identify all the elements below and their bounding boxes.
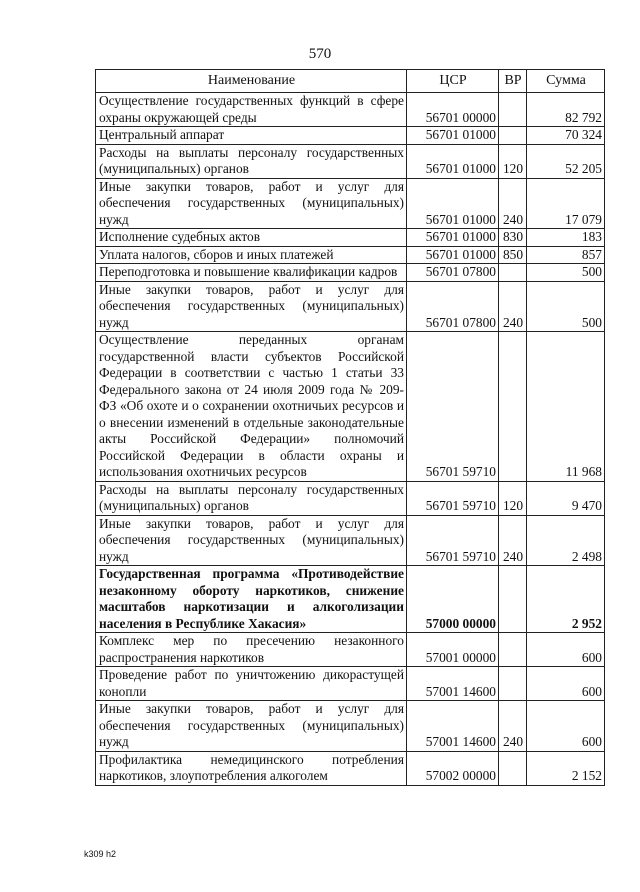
header-vr: ВР: [499, 70, 527, 93]
cell-vr: [499, 127, 527, 145]
cell-name: Расходы на выплаты персоналу государственных (муниципальных) органов: [96, 481, 407, 515]
cell-name: Иные закупки товаров, работ и услуг для обеспечения государственных (муниципальных) нужд: [96, 701, 407, 752]
cell-name: Иные закупки товаров, работ и услуг для обеспечения государственных (муниципальных) нужд: [96, 281, 407, 332]
cell-name: Иные закупки товаров, работ и услуг для обеспечения государственных (муниципальных) нужд: [96, 178, 407, 229]
header-sum: Сумма: [527, 70, 605, 93]
cell-sum: 11 968: [527, 332, 605, 482]
cell-sum: 600: [527, 667, 605, 701]
cell-vr: 120: [499, 144, 527, 178]
table-row: [96, 751, 605, 785]
table-row: [96, 229, 605, 247]
cell-name: Проведение работ по уничтожению дикорастущей конопли: [96, 667, 407, 701]
cell-vr: [499, 751, 527, 785]
cell-name: Профилактика немедицинского потребления наркотиков, злоупотребления алкоголем: [96, 751, 407, 785]
page-number: 570: [308, 46, 332, 62]
cell-vr: 240: [499, 515, 527, 566]
cell-vr: 830: [499, 229, 527, 247]
cell-sum: 82 792: [527, 93, 605, 127]
cell-name: Осуществление государственных функций в сфере охраны окружающей среды: [96, 93, 407, 127]
cell-vr: [499, 566, 527, 633]
table-row: [96, 667, 605, 701]
cell-name: Уплата налогов, сборов и иных платежей: [96, 246, 407, 264]
cell-name: Центральный аппарат: [96, 127, 407, 145]
table-header-row: [96, 70, 605, 93]
cell-csr: 56701 01000: [407, 246, 499, 264]
table-row: [96, 281, 605, 332]
cell-vr: 240: [499, 178, 527, 229]
cell-name: Исполнение судебных актов: [96, 229, 407, 247]
cell-vr: [499, 633, 527, 667]
cell-name: Комплекс мер по пресечению незаконного распространения наркотиков: [96, 633, 407, 667]
table-row: [96, 144, 605, 178]
cell-sum: 600: [527, 633, 605, 667]
cell-csr: 57001 14600: [407, 667, 499, 701]
cell-csr: 56701 01000: [407, 144, 499, 178]
cell-vr: [499, 667, 527, 701]
cell-sum: 70 324: [527, 127, 605, 145]
cell-vr: 240: [499, 281, 527, 332]
cell-vr: 120: [499, 481, 527, 515]
cell-csr: 56701 01000: [407, 229, 499, 247]
cell-vr: 850: [499, 246, 527, 264]
budget-table: [95, 69, 605, 786]
cell-vr: [499, 93, 527, 127]
header-name: Наименование: [96, 70, 407, 93]
footer-code: k309 h2: [84, 849, 117, 859]
cell-csr: 56701 00000: [407, 93, 499, 127]
cell-name: Переподготовка и повышение квалификации кадров: [96, 264, 407, 282]
cell-sum: 17 079: [527, 178, 605, 229]
cell-csr: 56701 59710: [407, 515, 499, 566]
cell-sum: 183: [527, 229, 605, 247]
cell-sum: 857: [527, 246, 605, 264]
cell-sum: 2 498: [527, 515, 605, 566]
table-row: [96, 481, 605, 515]
cell-name: Осуществление переданных органам государственной власти субъектов Российской Федерации в соответствии с частью 1 статьи 33 Федерального закона от 24 июля 2009 года № 209-ФЗ «Об охоте и о сохранении охотничьих ресурсов и о внесении изменений в отдельные законодательные акты Российской Федерации» полномочий Российской Федерации в области охраны и использования охотничьих ресурсов: [96, 332, 407, 482]
cell-csr: 56701 59710: [407, 481, 499, 515]
cell-sum: 9 470: [527, 481, 605, 515]
cell-sum: 2 152: [527, 751, 605, 785]
cell-vr: 240: [499, 701, 527, 752]
table-row: [96, 332, 605, 482]
cell-sum: 600: [527, 701, 605, 752]
cell-csr: 57000 00000: [407, 566, 499, 633]
table-row: [96, 701, 605, 752]
cell-sum: 500: [527, 281, 605, 332]
cell-csr: 57001 14600: [407, 701, 499, 752]
cell-name: Иные закупки товаров, работ и услуг для обеспечения государственных (муниципальных) нужд: [96, 515, 407, 566]
cell-sum: 52 205: [527, 144, 605, 178]
cell-sum: 2 952: [527, 566, 605, 633]
table-row: [96, 246, 605, 264]
cell-csr: 56701 01000: [407, 178, 499, 229]
cell-vr: [499, 332, 527, 482]
cell-sum: 500: [527, 264, 605, 282]
cell-name: Расходы на выплаты персоналу государственных (муниципальных) органов: [96, 144, 407, 178]
cell-csr: 56701 59710: [407, 332, 499, 482]
cell-csr: 57002 00000: [407, 751, 499, 785]
cell-csr: 56701 07800: [407, 281, 499, 332]
cell-name: Государственная программа «Противодействие незаконному обороту наркотиков, снижение масштабов наркотизации и алкоголизации населения в Республике Хакасия»: [96, 566, 407, 633]
cell-vr: [499, 264, 527, 282]
header-csr: ЦСР: [407, 70, 499, 93]
table-row: [96, 633, 605, 667]
table-row: [96, 93, 605, 127]
cell-csr: 57001 00000: [407, 633, 499, 667]
table-row: [96, 178, 605, 229]
table-row: [96, 127, 605, 145]
table-row: [96, 515, 605, 566]
cell-csr: 56701 01000: [407, 127, 499, 145]
table-row: [96, 264, 605, 282]
cell-csr: 56701 07800: [407, 264, 499, 282]
table-row: [96, 566, 605, 633]
